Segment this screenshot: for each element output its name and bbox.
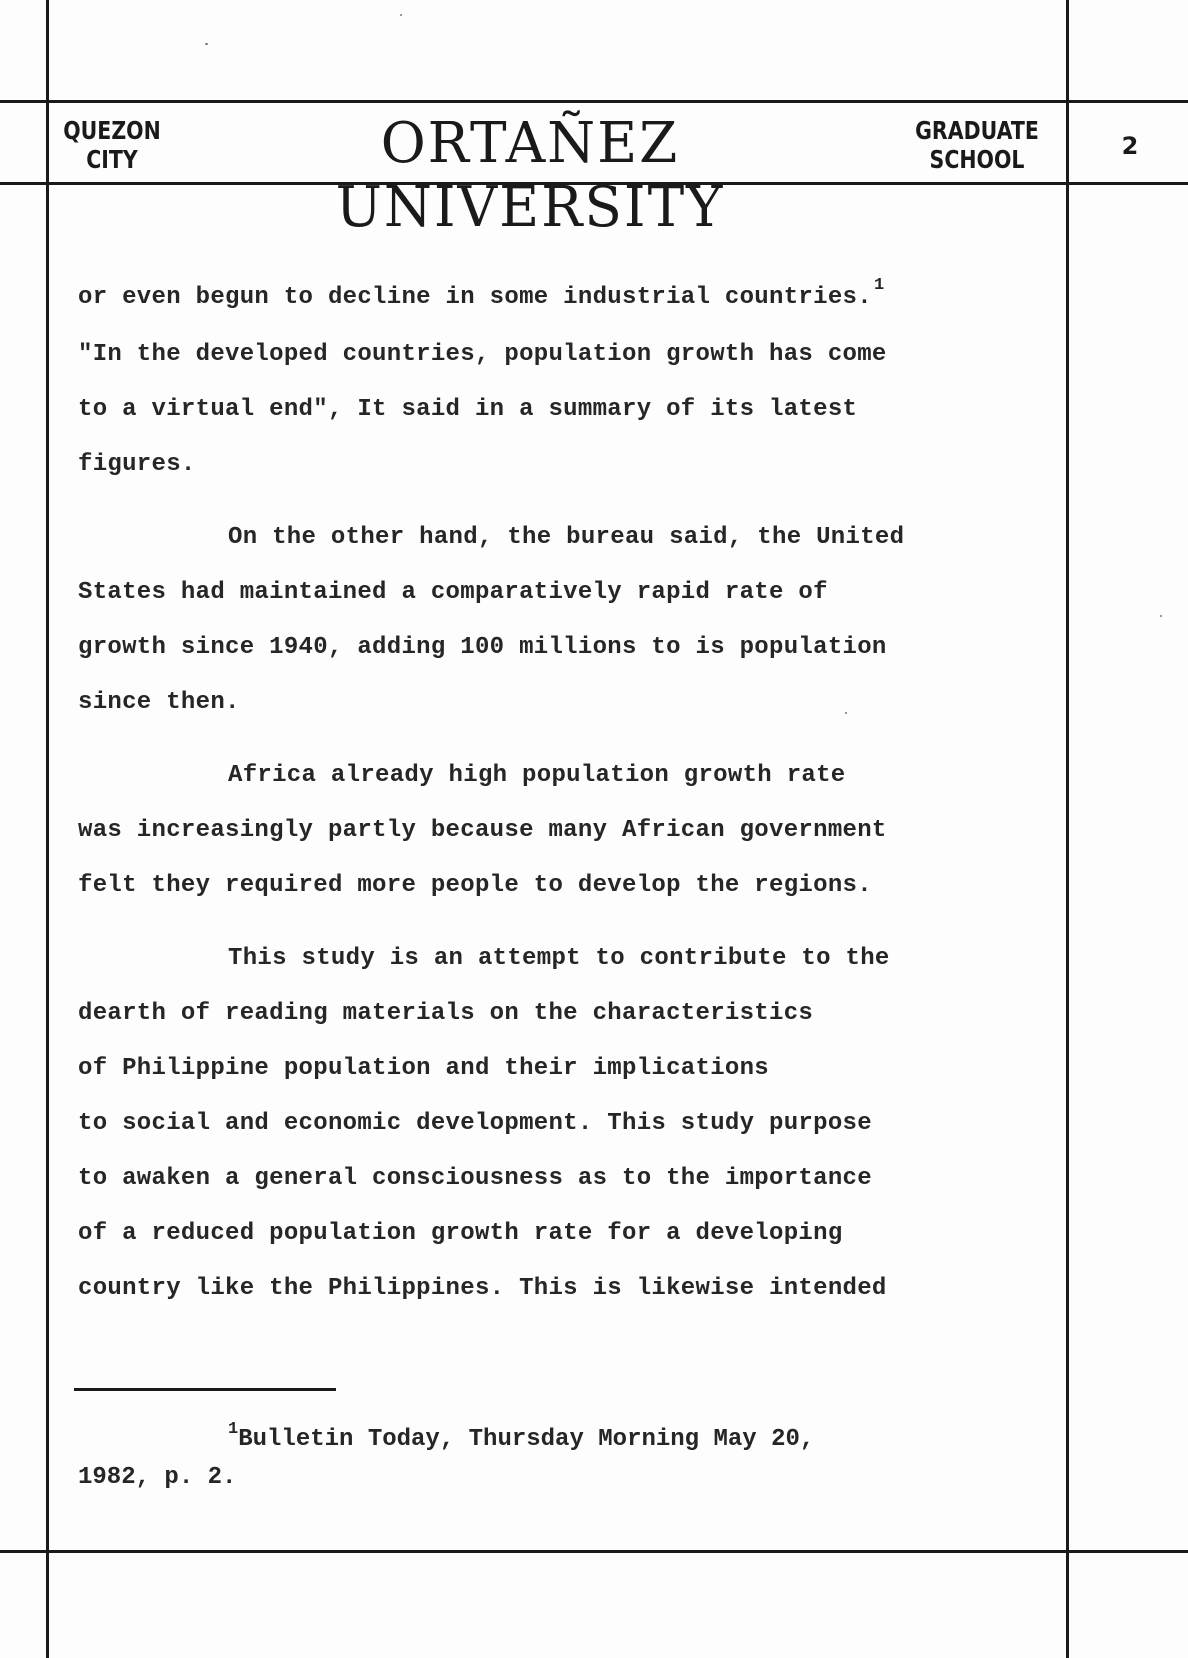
scan-speck [845, 712, 847, 714]
paragraph-3 [78, 748, 1078, 913]
footnote [78, 1422, 1078, 1496]
line: was increasingly partly because many African government [78, 817, 887, 844]
line: dearth of reading materials on the characteristics [78, 1000, 814, 1027]
header-top-rule [0, 100, 1188, 103]
letterhead-title: ORTAÑEZ UNIVERSITY [335, 111, 725, 240]
line: or even begun to decline in some industrial countries. [78, 284, 872, 311]
line: country like the Philippines. This is likewise intended [78, 1275, 887, 1302]
scan-speck [400, 14, 402, 16]
letterhead-location-line2: CITY [86, 145, 138, 174]
line: to awaken a general consciousness as to the importance [78, 1165, 872, 1192]
line: felt they required more people to develop the regions. [78, 872, 872, 899]
footnote-marker: 1 [228, 1420, 239, 1439]
line: figures. [78, 451, 196, 478]
line: of Philippine population and their implications [78, 1055, 770, 1082]
letterhead-school-line1: GRADUATE [915, 116, 1039, 145]
line: Africa already high population growth rate [228, 762, 846, 789]
page-number: 2 [1121, 132, 1139, 160]
line: to social and economic development. This study purpose [78, 1110, 872, 1137]
paragraph-2 [78, 510, 1078, 730]
line: growth since 1940, adding 100 millions to is population [78, 634, 887, 661]
footnote-separator [74, 1388, 336, 1391]
line: This study is an attempt to contribute to the [228, 945, 890, 972]
left-margin-rule [46, 0, 49, 1658]
letterhead-school-line2: SCHOOL [929, 145, 1025, 174]
footnote-line: 1982, p. 2. [78, 1464, 237, 1491]
letterhead-school [899, 116, 1055, 174]
scan-speck [1160, 615, 1162, 617]
paragraph-1 [78, 270, 1078, 492]
line: to a virtual end", It said in a summary of its latest [78, 396, 858, 423]
paragraph-4 [78, 931, 1078, 1316]
line: "In the developed countries, population growth has come [78, 341, 887, 368]
line: States had maintained a comparatively rapid rate of [78, 579, 828, 606]
footnote-line: Bulletin Today, Thursday Morning May 20, [238, 1426, 815, 1453]
footnote-reference: 1 [873, 276, 885, 295]
letterhead-location [63, 116, 161, 174]
letterhead-location-line1: QUEZON [63, 116, 161, 145]
line: of a reduced population growth rate for a developing [78, 1220, 843, 1247]
line: since then. [78, 689, 240, 716]
line: On the other hand, the bureau said, the United [228, 524, 905, 551]
scan-speck [205, 43, 208, 45]
footer-rule [0, 1550, 1188, 1553]
body-text [78, 270, 1078, 1316]
